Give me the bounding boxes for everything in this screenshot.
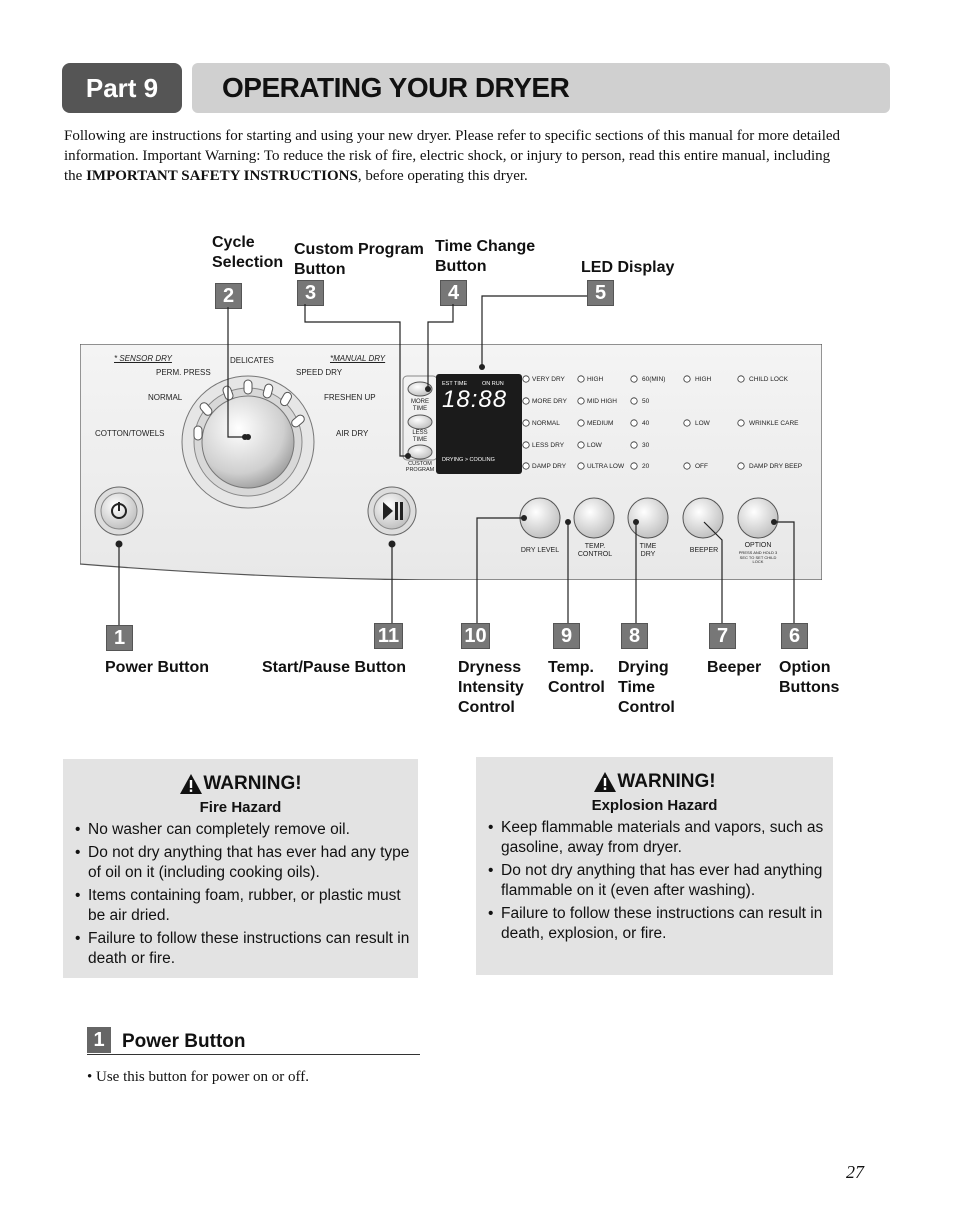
label-power-button: Power Button <box>105 659 209 676</box>
temp-4: ULTRA LOW <box>587 463 625 470</box>
callout-1: 1 <box>106 625 133 651</box>
warning-text: WARNING! <box>203 773 302 794</box>
option-1: WRINKLE CARE <box>749 420 799 427</box>
time-0: 60(MIN) <box>642 376 666 383</box>
time-dry-button[interactable]: TIME DRY <box>639 543 657 558</box>
cycle-cotton-towels: COTTON/TOWELS <box>95 429 165 438</box>
display-on-run: ON RUN <box>482 381 504 387</box>
page-title: OPERATING YOUR DRYER <box>222 72 570 103</box>
label-time-change: Time Change Button <box>435 238 536 275</box>
option-0: CHILD LOCK <box>749 376 789 383</box>
custom-program-label: CUSTOM PROGRAM <box>405 461 435 473</box>
display-status: DRYING > COOLING <box>442 457 495 463</box>
temp-1: MID HIGH <box>587 398 617 405</box>
warning-box-fire <box>63 759 418 978</box>
beeper-button[interactable]: BEEPER <box>689 547 719 554</box>
list-item: • Items containing foam, rubber, or plastic must be air dried. <box>75 886 410 926</box>
warning-text: WARNING! <box>617 771 716 792</box>
time-1: 50 <box>642 398 650 405</box>
cycle-normal: NORMAL <box>148 393 183 402</box>
label-temp-control: Temp. Control <box>548 659 605 696</box>
callout-11: 11 <box>374 623 403 649</box>
temp-3: LOW <box>587 442 602 449</box>
section-rule <box>87 1054 420 1055</box>
warning-subtitle: Fire Hazard <box>199 799 282 816</box>
list-item: • Keep flammable materials and vapors, such as gasoline, away from dryer. <box>488 818 825 858</box>
temp-2: MEDIUM <box>587 420 614 427</box>
warning-box-explosion <box>476 757 833 975</box>
time-4: 20 <box>642 463 650 470</box>
dry-level-button[interactable]: DRY LEVEL <box>520 547 560 554</box>
option-button[interactable]: OPTION <box>744 542 772 549</box>
label-dryness-intensity: Dryness Intensity Control <box>458 659 524 716</box>
warning-list <box>488 818 825 944</box>
callout-10: 10 <box>461 623 490 649</box>
option-sub-label: PRESS AND HOLD 3 SEC TO SET CHILD LOCK <box>738 550 778 564</box>
callout-4: 4 <box>440 280 467 306</box>
warning-subtitle: Explosion Hazard <box>591 797 718 814</box>
list-item: • Failure to follow these instructions can result in death or fire. <box>75 929 410 969</box>
time-3: 30 <box>642 442 650 449</box>
warning-heading <box>476 771 833 793</box>
dry-level-2: NORMAL <box>532 420 560 427</box>
sensor-dry-label: * SENSOR DRY <box>114 354 172 363</box>
label-option-buttons: Option Buttons <box>779 659 840 696</box>
cycle-perm-press: PERM. PRESS <box>156 368 211 377</box>
cycle-speed-dry: SPEED DRY <box>296 368 343 377</box>
more-time-label: MORE TIME <box>411 399 429 412</box>
less-time-label: LESS TIME <box>412 430 428 443</box>
page-number: 27 <box>846 1162 864 1182</box>
temp-control-button[interactable]: TEMP. CONTROL <box>577 543 613 558</box>
section-title: Power Button <box>122 1031 246 1052</box>
label-drying-time: Drying Time Control <box>618 659 675 716</box>
cycle-air-dry: AIR DRY <box>336 429 369 438</box>
cycle-delicates: DELICATES <box>230 356 274 365</box>
intro-text: Following are instructions for starting and using your new dryer. Please refer to specific sections of this manual for more detailed information. Important Warning: To reduce the risk of fire, electric shock, or injury to person, read this entire manual, including the <box>64 128 841 184</box>
label-cycle-selection: Cycle Selection <box>212 234 284 271</box>
list-item: • No washer can completely remove oil. <box>75 820 410 840</box>
callout-7: 7 <box>709 623 736 649</box>
list-item: • Do not dry anything that has ever had any type of oil on it (including cooking oils). <box>75 843 410 883</box>
option-2: DAMP DRY BEEP <box>749 463 803 470</box>
intro-bold: IMPORTANT SAFETY INSTRUCTIONS <box>86 168 358 184</box>
warning-heading <box>63 773 418 795</box>
display-digits: 18:88 <box>442 386 508 413</box>
section-text: • Use this button for power on or off. <box>87 1069 310 1085</box>
warning-triangle-icon <box>593 771 617 793</box>
warning-triangle-icon <box>179 773 203 795</box>
label-start-pause: Start/Pause Button <box>262 659 407 676</box>
beeper-2: OFF <box>695 463 708 470</box>
callout-3: 3 <box>297 280 324 306</box>
callout-9: 9 <box>553 623 580 649</box>
dry-level-3: LESS DRY <box>532 442 565 449</box>
intro-text-end: , before operating this dryer. <box>357 168 528 184</box>
list-item: • Do not dry anything that has ever had anything flammable on it (even after washing). <box>488 861 825 901</box>
dry-level-1: MORE DRY <box>532 398 567 405</box>
dry-level-0: VERY DRY <box>532 376 565 383</box>
beeper-1: LOW <box>695 420 710 427</box>
callout-8: 8 <box>621 623 648 649</box>
dry-level-4: DAMP DRY <box>532 463 567 470</box>
section-number: 1 <box>87 1027 111 1053</box>
callout-2: 2 <box>215 283 242 309</box>
time-2: 40 <box>642 420 650 427</box>
manual-dry-label: *MANUAL DRY <box>330 354 386 363</box>
label-custom-program: Custom Program Button <box>294 241 424 278</box>
display-est-time: EST TIME <box>442 381 468 387</box>
cycle-freshen-up: FRESHEN UP <box>324 393 376 402</box>
warning-list <box>75 820 410 969</box>
temp-0: HIGH <box>587 376 604 383</box>
label-led-display: LED Display <box>581 259 675 276</box>
label-beeper: Beeper <box>707 659 762 676</box>
list-item: • Failure to follow these instructions can result in death, explosion, or fire. <box>488 904 825 944</box>
callout-6: 6 <box>781 623 808 649</box>
beeper-0: HIGH <box>695 376 712 383</box>
part-tab: Part 9 <box>62 63 182 113</box>
callout-5: 5 <box>587 280 614 306</box>
